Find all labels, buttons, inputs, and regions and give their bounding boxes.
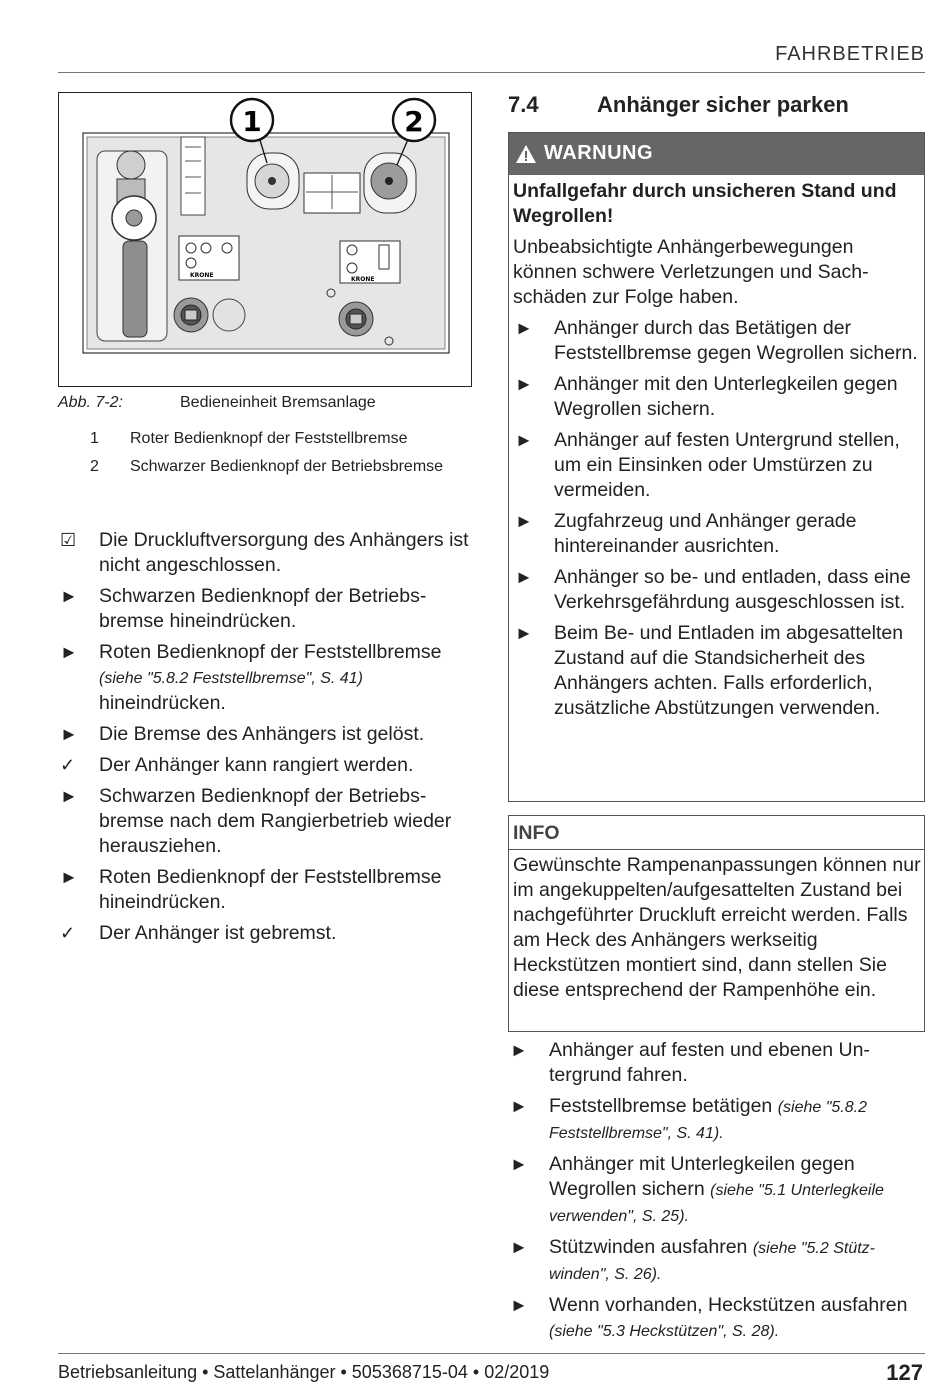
callout-1-label: 1	[242, 105, 262, 138]
arrow-icon: ►	[60, 586, 78, 606]
warning-subtitle: Unfallgefahr durch unsicheren Stand und Wegrollen!	[513, 180, 897, 227]
list-item-text: Zugfahrzeug und Anhänger gerade hintereinander ausrichten.	[554, 510, 857, 557]
legend-text: Schwarzer Bedienknopf der Betriebsbremse	[130, 458, 444, 475]
arrow-icon: ►	[510, 1096, 528, 1116]
chapter-title: FAHRBETRIEB	[775, 43, 925, 65]
list-item	[513, 565, 921, 615]
procedure-list	[58, 528, 478, 952]
list-item-text: Schwarzen Bedienknopf der Betriebsbremse hineindrücken.	[99, 585, 427, 632]
warning-title: WARNUNG	[544, 142, 654, 164]
list-item	[513, 509, 921, 559]
warning-list	[513, 316, 921, 727]
warning-triangle-icon	[515, 144, 537, 164]
list-item	[58, 640, 478, 716]
list-item-text: Die Druckluftversorgung des Anhängers ist nicht angeschlossen.	[99, 529, 469, 576]
list-item	[508, 1038, 928, 1088]
list-item-text: Roten Bedienknopf der Feststellbremse hineindrücken.	[99, 866, 442, 913]
warning-text: Unbeabsichtigte Anhängerbewegungen können schwere Verletzungen und Sachschäden zur Folge haben.	[513, 236, 869, 308]
list-item-text: Stützwinden ausfahren	[549, 1236, 753, 1258]
info-text: Gewünschte Rampenanpassungen können nur im angekuppelten/aufgesattelten Zustand bei nachgeführter Druckluft erreicht werden. Falls am Heck des Anhängers werkseitig Heckstützen montiert sind, dann stellen Sie diese entsprechend der Rampenhöhe ein.	[513, 854, 921, 1001]
warning-box	[508, 132, 925, 802]
arrow-icon: ►	[510, 1154, 528, 1174]
list-item	[508, 1293, 928, 1344]
section-number: 7.4	[508, 92, 539, 117]
list-item	[508, 1235, 928, 1287]
list-item	[58, 528, 478, 578]
cross-reference-link[interactable]: (siehe "5.8.2 Feststellbremse", S. 41).	[549, 1099, 867, 1142]
legend-number: 2	[90, 458, 99, 475]
caption-title: Bedieneinheit Bremsanlage	[180, 394, 376, 411]
page-number: 127	[886, 1360, 923, 1385]
info-box	[508, 815, 925, 1032]
arrow-icon: ►	[60, 724, 78, 744]
arrow-icon: ►	[60, 786, 78, 806]
arrow-icon: ►	[515, 623, 533, 643]
list-item	[58, 753, 478, 778]
section-title: Anhänger sicher parken	[597, 92, 849, 117]
arrow-icon: ►	[515, 511, 533, 531]
logo-text-right: KRONE	[351, 276, 375, 283]
list-item-text: Der Anhänger ist gebremst.	[99, 922, 337, 944]
list-item	[508, 1152, 928, 1229]
checkbox-icon: ☑	[60, 530, 77, 550]
list-item-text: Anhänger mit den Unterlegkeilen gegen Wegrollen sichern.	[554, 373, 898, 420]
arrow-icon: ►	[515, 567, 533, 587]
arrow-icon: ►	[60, 867, 78, 887]
list-item-text: Anhänger mit Unterlegkeilen gegen Wegrollen sichern	[549, 1153, 855, 1200]
parking-steps-list	[508, 1038, 928, 1350]
arrow-icon: ►	[515, 430, 533, 450]
brake-panel-drawing	[59, 93, 473, 388]
brake-panel-figure	[58, 92, 472, 387]
cross-reference-link[interactable]: (siehe "5.3 Heckstützen", S. 28).	[549, 1323, 780, 1340]
list-item-text: Anhänger auf festen Untergrund stellen, um ein Einsinken oder Umstürzen zu vermeiden.	[554, 429, 900, 501]
arrow-icon: ►	[510, 1040, 528, 1060]
logo-text-left: KRONE	[190, 272, 214, 279]
footer-text: Betriebsanleitung • Sattelanhänger • 505368715-04 • 02/2019	[58, 1362, 550, 1382]
legend-text: Roter Bedienknopf der Feststellbremse	[130, 430, 408, 447]
list-item	[58, 722, 478, 747]
warning-header	[509, 133, 924, 175]
list-item-text: Anhänger durch das Betätigen der Feststellbremse gegen Wegrollen sichern.	[554, 317, 918, 364]
figure-legend	[90, 428, 475, 484]
cross-reference-link[interactable]: (siehe "5.2 Stützwinden", S. 26).	[549, 1240, 875, 1283]
list-item-text: Wenn vorhanden, Heckstützen ausfahren	[549, 1294, 908, 1316]
list-item	[513, 372, 921, 422]
arrow-icon: ►	[515, 318, 533, 338]
checkmark-icon: ✓	[60, 755, 76, 775]
cross-reference-link[interactable]: (siehe "5.8.2 Feststellbremse", S. 41)	[99, 670, 363, 687]
list-item-text: Anhänger so be- und entladen, dass eine Verkehrsgefährdung ausgeschlossen ist.	[554, 566, 911, 613]
caption-label: Abb. 7-2:	[58, 394, 123, 411]
list-item-text: Feststellbremse betätigen	[549, 1095, 778, 1117]
info-header	[509, 816, 924, 850]
list-item	[508, 1094, 928, 1146]
arrow-icon: ►	[510, 1295, 528, 1315]
list-item	[58, 584, 478, 634]
list-item-text: Der Anhänger kann rangiert werden.	[99, 754, 414, 776]
list-item-text: Die Bremse des Anhängers ist gelöst.	[99, 723, 425, 745]
info-title: INFO	[513, 822, 560, 844]
list-item-text: Roten Bedienknopf der Feststellbremse	[99, 641, 442, 663]
list-item-tail: hineindrücken.	[99, 692, 226, 714]
callout-2-label: 2	[404, 105, 424, 138]
list-item-text: Schwarzen Bedienknopf der Betriebsbremse nach dem Rangierbetrieb wieder herausziehen.	[99, 785, 452, 857]
legend-item	[90, 456, 475, 478]
arrow-icon: ►	[60, 642, 78, 662]
list-item	[58, 784, 478, 859]
list-item	[513, 428, 921, 503]
legend-number: 1	[90, 430, 99, 447]
list-item	[513, 316, 921, 366]
cross-reference-link[interactable]: (siehe "5.1 Unterlegkeile verwenden", S. 25).	[549, 1182, 884, 1225]
list-item-text: Anhänger auf festen und ebenen Untergrund fahren.	[549, 1039, 870, 1086]
list-item	[513, 621, 921, 721]
arrow-icon: ►	[515, 374, 533, 394]
list-item	[58, 865, 478, 915]
legend-item	[90, 428, 475, 450]
list-item	[58, 921, 478, 946]
list-item-text: Beim Be- und Entladen im abgesattelten Zustand auf die Standsicherheit des Anhängers achten. Falls erforderlich, zusätzliche Abstützungen verwenden.	[554, 622, 904, 719]
page-footer	[58, 1353, 925, 1385]
page-header	[58, 40, 925, 73]
checkmark-icon: ✓	[60, 923, 76, 943]
arrow-icon: ►	[510, 1237, 528, 1257]
